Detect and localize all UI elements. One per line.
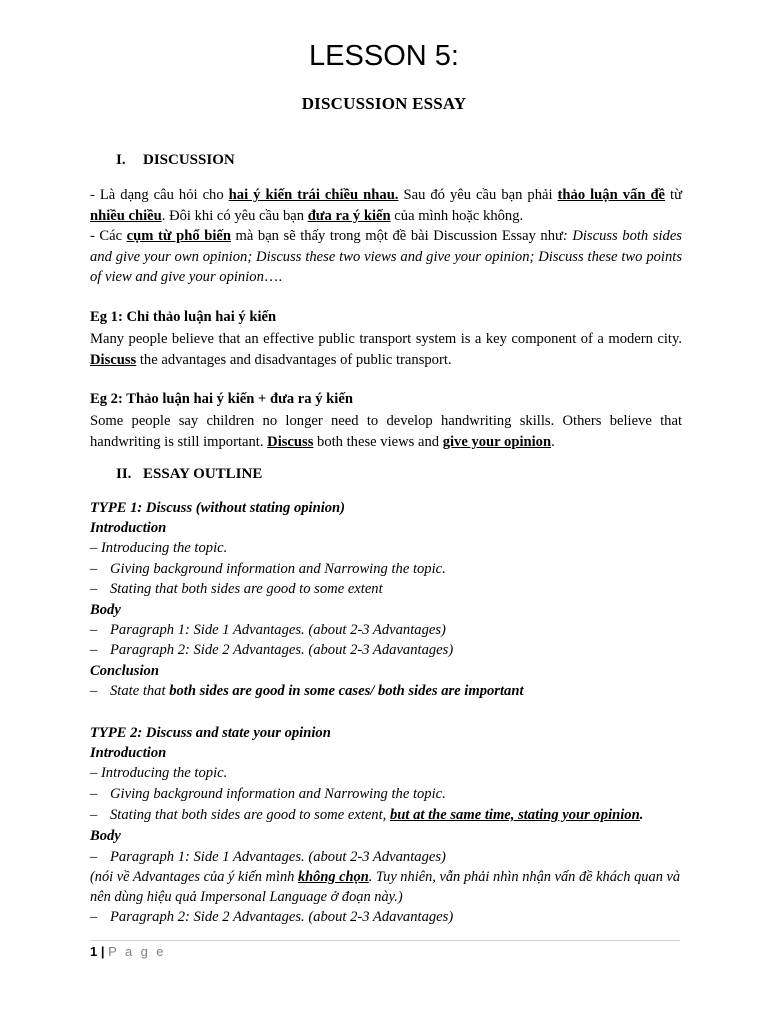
text: State that: [110, 683, 170, 699]
type-1-intro-item: [90, 559, 446, 579]
section-label: DISCUSSION: [143, 152, 235, 168]
text: - Là dạng câu hỏi cho: [90, 187, 229, 203]
text: Paragraph 2: Side 2 Advantages. (about 2-3 Adavantages): [110, 642, 454, 658]
text: mà bạn sẽ thấy trong một đề bài Discussion Essay như: [230, 228, 563, 244]
text: - Các: [90, 228, 127, 244]
type-2-introduction-label: Introduction: [90, 745, 167, 761]
type-1-intro-item: – Introducing the topic.: [90, 540, 228, 556]
dash: –: [90, 622, 98, 638]
text: ….: [263, 269, 283, 285]
text: (nói về Advantages của ý kiến mình: [90, 869, 298, 885]
text: Stating that both sides are good to some extent,: [110, 807, 390, 823]
text: Paragraph 1: Side 1 Advantages. (about 2-3 Advantages): [110, 849, 446, 865]
page-number: 1: [90, 944, 98, 959]
text: .: [551, 433, 555, 450]
section-heading-essay-outline: [116, 466, 262, 483]
emphasis-text: but at the same time, stating your opinion: [389, 807, 640, 823]
type-1-body-item: [90, 640, 453, 660]
text: Some people say children no longer need to develop handwriting skills. Others believe that handwriting is still important.: [90, 413, 682, 450]
text: Giving background information and Narrowing the topic.: [110, 786, 446, 802]
dash: –: [90, 807, 98, 823]
text: both these views and: [313, 433, 443, 450]
emphasis-text: không chọn: [297, 869, 369, 885]
text: của mình hoặc không.: [390, 207, 524, 224]
type-2-intro-item: [90, 805, 643, 825]
footer-divider: [90, 940, 680, 941]
type-1-conclusion-item: [90, 681, 524, 701]
lesson-title: LESSON 5:: [309, 40, 459, 72]
emphasis-text: hai ý kiến trái chiều nhau.: [228, 187, 399, 203]
text: Many people believe that an effective public transport system is a key component of a modern city.: [90, 331, 682, 347]
type-1-body-label: Body: [90, 602, 121, 618]
example-2-heading: Eg 2: Thảo luận hai ý kiến + đưa ra ý kiến: [90, 391, 353, 407]
italic-text: : Discuss both sides and give your own opinion; Discuss these two views and give your opinion; Discuss these two points of view and give your opinion: [90, 228, 682, 285]
dash: –: [90, 786, 98, 802]
type-1-intro-item: [90, 579, 383, 599]
type-2-title: TYPE 2: Discuss and state your opinion: [90, 725, 331, 741]
text: .: [639, 807, 644, 823]
dash: –: [90, 581, 98, 597]
emphasis-text: nhiều chiều: [90, 207, 162, 224]
type-2-intro-item: [90, 784, 446, 804]
footer-separator: |: [97, 944, 109, 959]
emphasis-text: give your opinion: [442, 433, 552, 450]
type-1-conclusion-label: Conclusion: [90, 663, 159, 679]
text: Sau đó yêu cầu bạn phải: [398, 187, 558, 203]
dash: –: [90, 909, 98, 925]
type-1-title: TYPE 1: Discuss (without stating opinion): [90, 500, 346, 516]
text: Paragraph 1: Side 1 Advantages. (about 2-3 Advantages): [110, 622, 446, 638]
type-1-body-item: [90, 620, 446, 640]
emphasis-text: đưa ra ý kiến: [307, 207, 391, 224]
text: từ: [665, 187, 683, 203]
section-label: ESSAY OUTLINE: [143, 466, 263, 482]
text: Stating that both sides are good to some extent: [110, 581, 383, 597]
type-2-intro-item: – Introducing the topic.: [90, 765, 228, 781]
type-2-body-item: [90, 907, 453, 927]
text: the advantages and disadvantages of public transport.: [136, 351, 452, 368]
example-1-text: [90, 329, 682, 370]
type-2-body-note: [90, 867, 682, 907]
dash: –: [90, 642, 98, 658]
section-number: I.: [116, 152, 126, 168]
dash: –: [90, 561, 98, 577]
example-1-heading: Eg 1: Chỉ thảo luận hai ý kiến: [90, 309, 277, 325]
section-number: II.: [116, 466, 132, 482]
example-2-text: [90, 411, 682, 452]
text: . Đôi khi có yêu cầu bạn: [161, 207, 308, 224]
dash: –: [90, 683, 98, 699]
page-footer: [90, 944, 166, 959]
intro-paragraph-2: [90, 226, 682, 288]
text: . Tuy nhiên, vẫn phải nhìn nhận vấn đề khách quan và nên dùng hiệu quả Impersonal Language ở đoạn này.): [90, 869, 681, 905]
text: Paragraph 2: Side 2 Advantages. (about 2-3 Adavantages): [110, 909, 454, 925]
emphasis-text: thảo luận vấn đề: [557, 187, 666, 203]
type-2-body-item: [90, 847, 446, 867]
dash: –: [90, 849, 98, 865]
section-heading-discussion: [116, 152, 235, 169]
page-label: P a g e: [108, 944, 166, 959]
text: Giving background information and Narrowing the topic.: [110, 561, 446, 577]
essay-subtitle: DISCUSSION ESSAY: [301, 94, 467, 113]
emphasis-text: cụm từ phổ biến: [126, 228, 231, 244]
emphasis-text: Discuss: [90, 351, 137, 368]
emphasis-text: both sides are good in some cases/ both sides are important: [169, 683, 524, 699]
emphasis-text: Discuss: [267, 433, 314, 450]
type-2-body-label: Body: [90, 828, 121, 844]
intro-paragraph-1: [90, 185, 682, 226]
type-1-introduction-label: Introduction: [90, 520, 167, 536]
